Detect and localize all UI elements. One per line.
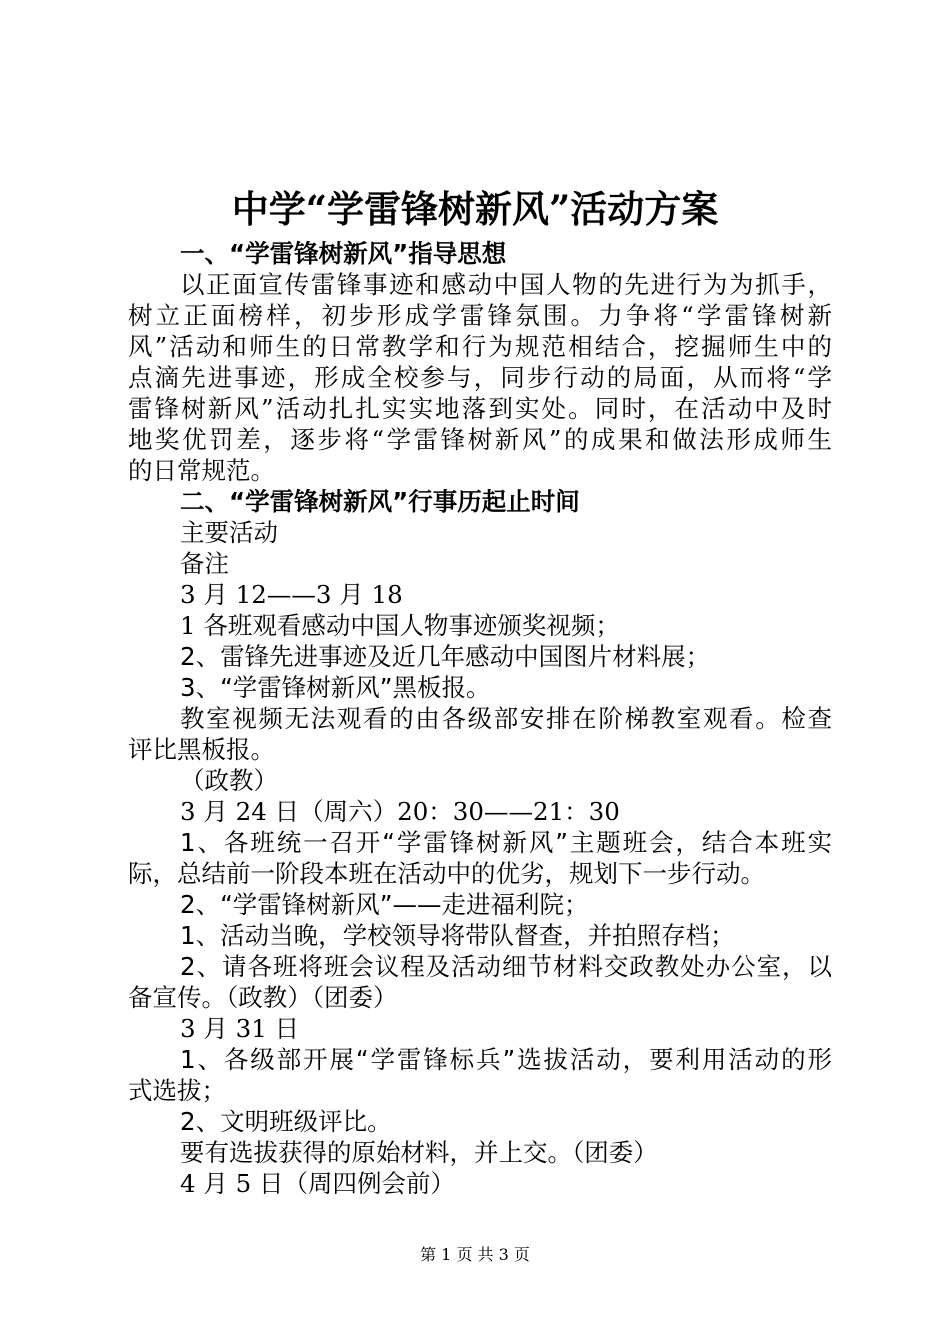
week3-date: 3 月 31 日: [180, 1014, 300, 1043]
document-title: 中学“学雷锋树新风”活动方案: [231, 187, 719, 231]
week2-note-2-line-2: [128, 982, 832, 1013]
week2-note-2-text: 备宣传。: [128, 983, 226, 1012]
section1-line-3: 风”活动和师生的日常教学和行为规范相结合，挖掘师生中的: [128, 332, 832, 361]
document-body: [128, 238, 832, 1199]
week1-note-line-1: 教室视频无法观看的由各级部安排在阶梯教室观看。检查: [180, 704, 832, 733]
table-header-note: 备注: [180, 549, 229, 578]
page-footer: 第 1 页 共 3 页: [420, 1245, 530, 1264]
week1-date: 3 月 12——3 月 18: [180, 580, 403, 609]
week4-date: 4 月 5 日（周四例会前）: [180, 1169, 456, 1198]
week2-note-1: 1、活动当晚，学校领导将带队督查，并拍照存档；: [180, 921, 735, 950]
week2-note-2-line-1: 2、请各班将班会议程及活动细节材料交政教处办公室，以: [180, 952, 832, 981]
week3-item-1-line-2: 式选拔；: [128, 1076, 226, 1105]
week2-item-1-line-1: 1、各班统一召开“学雷锋树新风”主题班会，结合本班实: [180, 828, 832, 857]
week1-item-3: 3、“学雷锋树新风”黑板报。: [180, 673, 491, 702]
week3-note: 要有选拔获得的原始材料，并上交。（团委）: [180, 1138, 658, 1167]
week2-item-2: 2、“学雷锋树新风”——走进福利院；: [180, 890, 589, 919]
week1-item-2: 2、雷锋先进事迹及近几年感动中国图片材料展；: [180, 642, 711, 671]
section1-line-6: 地奖优罚差，逐步将“学雷锋树新风”的成果和做法形成师生: [128, 425, 832, 454]
week1-item-1: 1 各班观看感动中国人物事迹颁奖视频；: [180, 611, 620, 640]
week2-note-2-dept: （政教）（团委）: [226, 983, 398, 1012]
table-header-activity: 主要活动: [180, 518, 278, 547]
week3-item-1-line-1: 1、各级部开展“学雷锋标兵”选拔活动，要利用活动的形: [180, 1045, 832, 1074]
section1-line-7: 的日常规范。: [128, 456, 275, 485]
section1-line-2: 树立正面榜样，初步形成学雷锋氛围。力争将“学雷锋树新: [128, 301, 832, 330]
section1-line-4: 点滴先进事迹，形成全校参与，同步行动的局面，从而将“学: [128, 363, 832, 392]
section1-heading: 一、“学雷锋树新风”指导思想: [180, 239, 507, 268]
section1-line-1: 以正面宣传雷锋事迹和感动中国人物的先进行为为抓手，: [180, 270, 832, 299]
section1-line-5: 雷锋树新风”活动扎扎实实地落到实处。同时，在活动中及时: [128, 394, 832, 423]
week1-dept: （政教）: [180, 766, 278, 795]
week3-item-2: 2、文明班级评比。: [180, 1107, 392, 1136]
week1-note-line-2: 评比黑板报。: [128, 735, 275, 764]
section2-heading: 二、“学雷锋树新风”行事历起止时间: [180, 487, 580, 516]
week2-date: 3 月 24 日（周六）20：30——21：30: [180, 797, 620, 826]
week2-item-1-line-2: 际，总结前一阶段本班在活动中的优劣，规划下一步行动。: [128, 859, 765, 888]
